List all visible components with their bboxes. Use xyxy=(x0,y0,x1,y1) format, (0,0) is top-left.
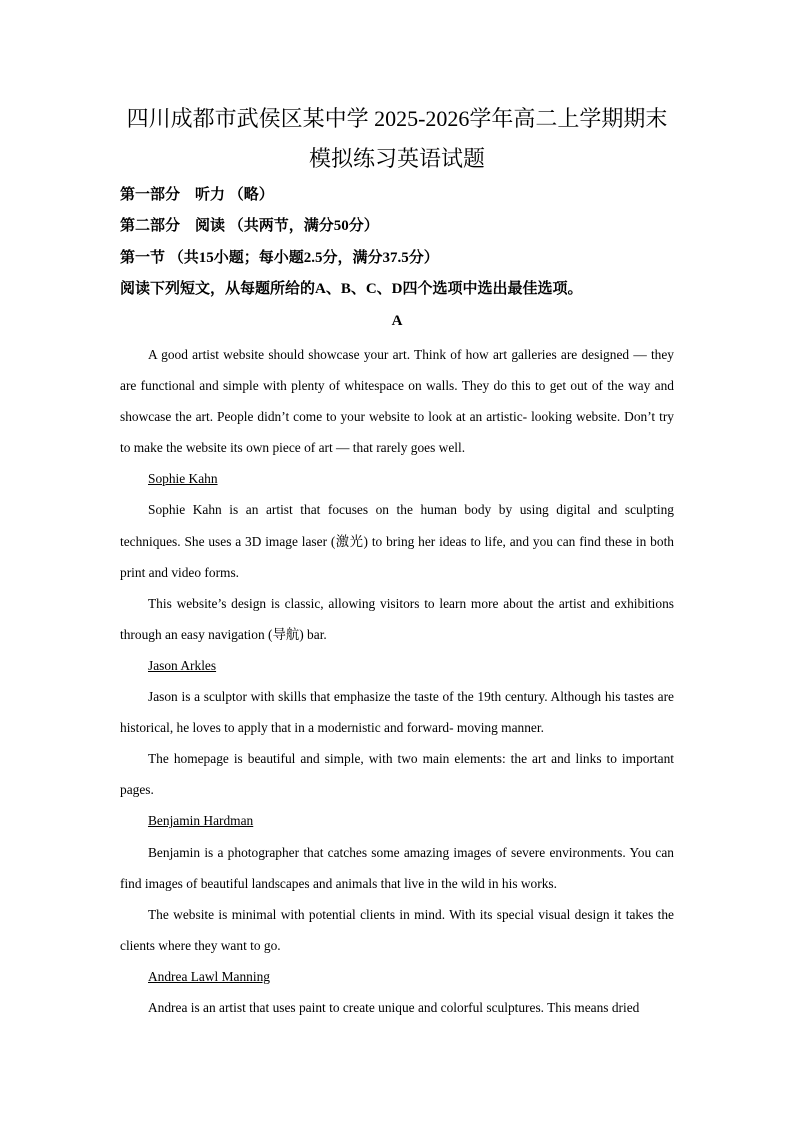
passage-intro: A good artist website should showcase your art. Think of how art galleries are designed — they are functional and simple with plenty of whitespace on walls. They do this to get out of the way and showcase the art. People didn’t come to your website to look at an artistic- looking website. Don’t try to make the website its own piece of art — that rarely goes well. xyxy=(120,347,674,456)
artist-paragraph: The homepage is beautiful and simple, with two main elements: the art and links to important pages. xyxy=(120,751,674,798)
artist-paragraph: The website is minimal with potential clients in mind. With its special visual design it takes the clients where they want to go. xyxy=(120,906,674,953)
artist-name-text: Sophie Kahn xyxy=(148,471,218,487)
part2-heading: 第二部分 阅读 （共两节，满分50分） xyxy=(120,218,379,234)
artist-name-text: Benjamin Hardman xyxy=(148,813,254,829)
part1-heading: 第一部分 听力 （略） xyxy=(120,187,274,203)
artist-paragraph: Andrea is an artist that uses paint to create unique and colorful sculptures. This means dried xyxy=(148,999,640,1015)
artist-name-text: Jason Arkles xyxy=(148,657,217,673)
section1-heading: 第一节 （共15小题；每小题2.5分，满分37.5分） xyxy=(120,250,439,266)
document-title-line1: 四川成都市武侯区某中学 2025-2026学年高二上学期期末 xyxy=(126,106,668,131)
instruction-text: 阅读下列短文，从每题所给的A、B、C、D四个选项中选出最佳选项。 xyxy=(120,281,583,297)
artist-paragraph: This website’s design is classic, allowing visitors to learn more about the artist and exhibitions through an easy navigation (导航) bar. xyxy=(120,595,674,642)
artist-paragraph: Sophie Kahn is an artist that focuses on the human body by using digital and sculpting techniques. She uses a 3D image laser (激光) to bring her ideas to life, and you can find these in both print and video forms. xyxy=(120,502,674,580)
artist-paragraph: Jason is a sculptor with skills that emphasize the taste of the 19th century. Although his tastes are historical, he loves to apply that in a modernistic and forward- moving manner. xyxy=(120,689,674,736)
artist-name xyxy=(120,650,674,681)
artist-paragraph: Benjamin is a photographer that catches some amazing images of severe environments. You can find images of beautiful landscapes and animals that live in the wild in his works. xyxy=(120,844,674,891)
passage-letter: A xyxy=(391,313,403,329)
artist-name xyxy=(120,961,674,992)
passage-body xyxy=(120,339,674,1023)
document-title-line2: 模拟练习英语试题 xyxy=(308,146,485,171)
artist-name xyxy=(120,463,674,494)
artist-name-text: Andrea Lawl Manning xyxy=(148,968,270,984)
artist-name xyxy=(120,805,674,836)
